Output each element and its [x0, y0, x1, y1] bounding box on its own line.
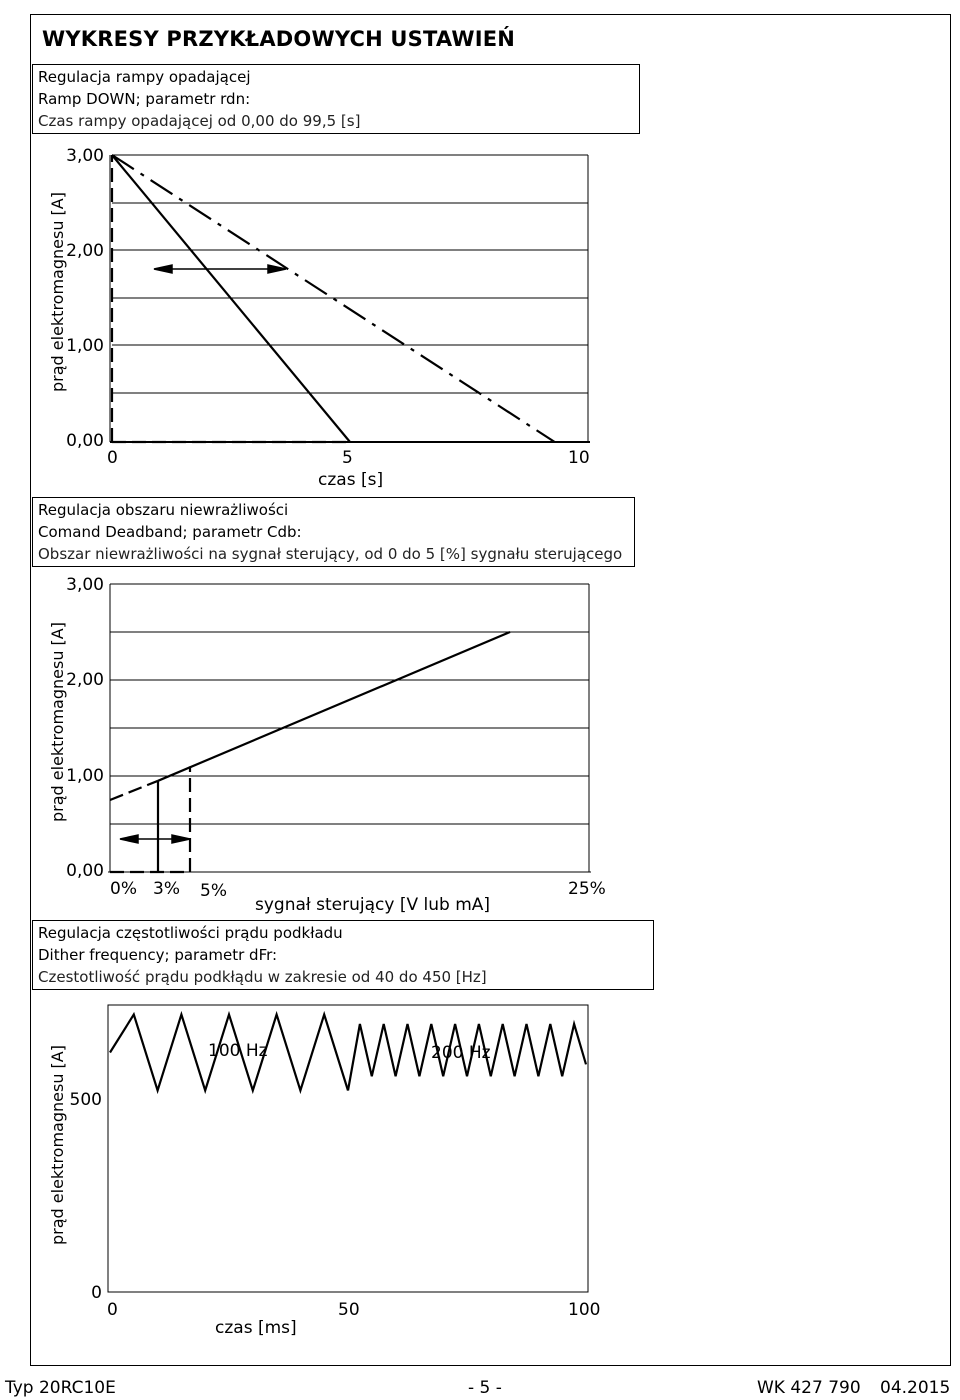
chart3-y-tick: 500	[69, 1090, 102, 1110]
chart3-y-tick: 0	[91, 1283, 102, 1303]
page-title: WYKRESY PRZYKŁADOWYCH USTAWIEŃ	[42, 27, 516, 51]
chart2-y-tick: 0,00	[66, 861, 104, 881]
chart3-x-tick: 100	[568, 1300, 601, 1320]
footer-model: Typ 20RC10E	[5, 1378, 116, 1398]
chart1-x-tick: 5	[342, 448, 353, 468]
chart2-y-axis-label: prąd elektromagnesu [A]	[48, 622, 67, 822]
chart2-y-tick: 1,00	[66, 766, 104, 786]
chart3-frame	[108, 1005, 588, 1292]
chart2-y-tick: 3,00	[66, 575, 104, 595]
chart1-x-tick: 0	[107, 448, 118, 468]
dither-info-range: Czestotliwość prądu podkłądu w zakresie od 40 do 450 [Hz]	[38, 968, 487, 986]
chart1-y-tick: 1,00	[66, 336, 104, 356]
ramp-info-parameter: Ramp DOWN; parametr rdn:	[38, 90, 251, 108]
chart3-series-line-1	[110, 1015, 348, 1091]
chart3-annotation-100hz: 100 Hz	[208, 1041, 268, 1061]
chart1-y-tick: 2,00	[66, 241, 104, 261]
chart1-y-tick: 0,00	[66, 431, 104, 451]
chart1-x-axis-label: czas [s]	[318, 470, 384, 490]
chart1-y-axis-label: prąd elektromagnesu [A]	[48, 192, 67, 392]
chart2-x-tick: 25%	[568, 879, 606, 899]
chart3-series-line-2	[348, 1024, 586, 1091]
chart1-y-tick: 3,00	[66, 146, 104, 166]
dither-info-parameter: Dither frequency; parametr dFr:	[38, 946, 278, 964]
chart3-y-axis-label: prąd elektromagnesu [A]	[48, 1045, 67, 1245]
deadband-info-range: Obszar niewrażliwości na sygnał sterujący, od 0 do 5 [%] sygnału sterującego	[38, 545, 623, 563]
footer-doc-number: WK 427 790	[757, 1378, 861, 1398]
ramp-info-title: Regulacja rampy opadającej	[38, 68, 251, 86]
deadband-info-title: Regulacja obszaru niewrażliwości	[38, 501, 289, 519]
footer-page-number: - 5 -	[468, 1378, 502, 1398]
deadband-info-parameter: Comand Deadband; parametr Cdb:	[38, 523, 302, 541]
chart3-x-axis-label: czas [ms]	[215, 1318, 297, 1338]
chart3-x-tick: 50	[338, 1300, 360, 1320]
footer-date: 04.2015	[880, 1378, 951, 1398]
chart2-x-tick: 5%	[200, 881, 227, 901]
chart2-x-tick: 0%	[110, 879, 137, 899]
chart2-x-tick: 3%	[153, 879, 180, 899]
chart3-annotation-200hz: 200 Hz	[431, 1043, 491, 1063]
chart2-x-axis-label: sygnał sterujący [V lub mA]	[255, 895, 491, 915]
ramp-info-range: Czas rampy opadającej od 0,00 do 99,5 [s]	[38, 112, 361, 130]
chart3-x-tick: 0	[107, 1300, 118, 1320]
chart2-y-tick: 2,00	[66, 670, 104, 690]
dither-info-title: Regulacja częstotliwości prądu podkładu	[38, 924, 343, 942]
chart1-x-tick: 10	[568, 448, 590, 468]
